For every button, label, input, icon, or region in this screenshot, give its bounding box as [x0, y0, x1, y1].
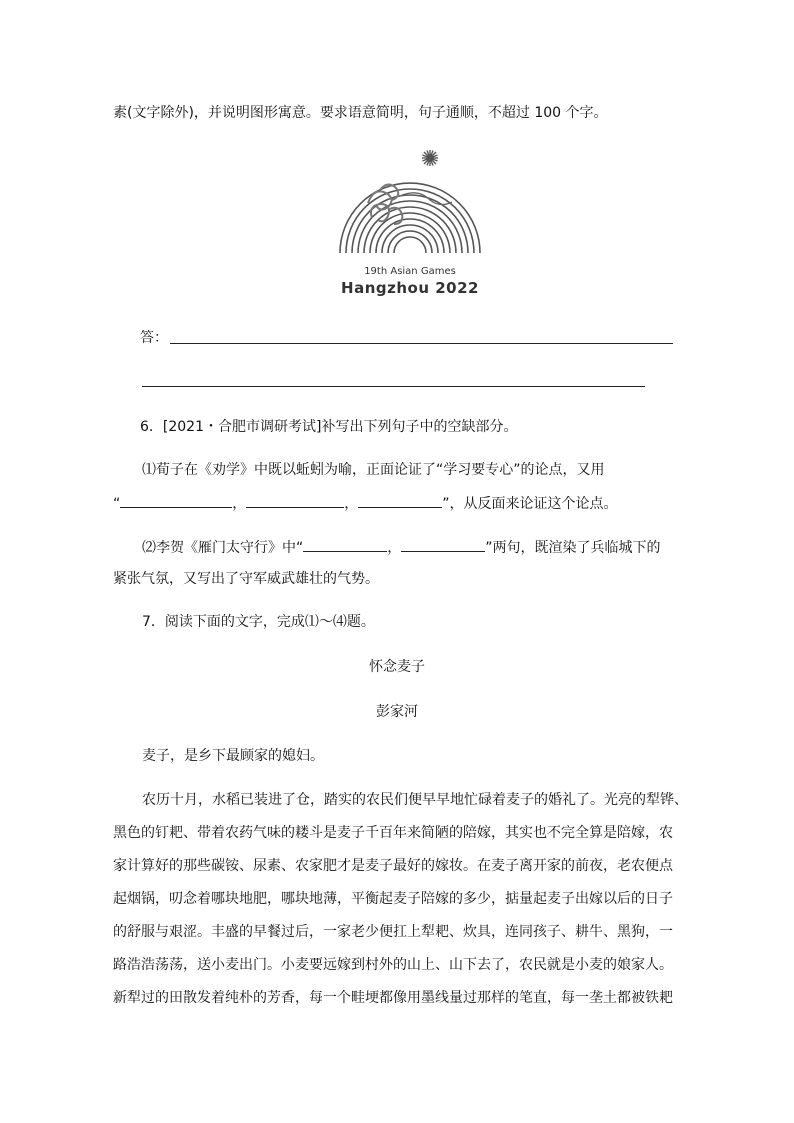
answer-line-1[interactable]: [170, 343, 673, 344]
article-para-2-line: 的舒服与艰涩。丰盛的早餐过后，一家老少便扛上犁耙、炊具，连同孩子、耕牛、黑狗，一: [113, 924, 673, 940]
answer-label: 答：: [140, 330, 168, 346]
fill-blank[interactable]: [246, 493, 344, 508]
article-para-2-line: 路浩浩荡荡，送小麦出门。小麦要远嫁到村外的山上、山下去了，农民就是小麦的娘家人。: [113, 957, 673, 973]
article-para-1: 麦子，是乡下最顾家的媳妇。: [142, 748, 324, 764]
intro-line: 素(文字除外)，并说明图形寓意。要求语意简明，句子通顺，不超过 100 个字。: [113, 105, 608, 121]
article-para-2-line: 新犁过的田散发着纯朴的芳香，每一个畦埂都像用墨线量过那样的笔直，每一垄土都被铁耙: [113, 990, 673, 1006]
q6-title: 6．[2021・合肥市调研考试]补写出下列句子中的空缺部分。: [140, 419, 518, 435]
article-para-2-line: 农历十月，水稻已装进了仓，踏实的农民们便早早地忙碌着麦子的婚礼了。光亮的犁铧、: [142, 792, 688, 808]
q6-part2-line2: 紧张气氛，又写出了守军威武雄壮的气势。: [113, 571, 379, 587]
article-title: 怀念麦子: [369, 659, 425, 675]
fill-blank[interactable]: [358, 493, 442, 508]
logo-title: Hangzhou 2022: [341, 279, 479, 297]
logo-subtitle: 19th Asian Games: [364, 266, 456, 277]
answer-line-2[interactable]: [142, 386, 645, 387]
fill-blank[interactable]: [401, 537, 485, 552]
article-para-2-line: 起烟锅，叨念着哪块地肥，哪块地薄，平衡起麦子陪嫁的多少，掂量起麦子出嫁以后的日子: [113, 891, 673, 907]
article-author: 彭家河: [376, 704, 418, 720]
fill-blank[interactable]: [303, 537, 387, 552]
q6-part2-line1: ⑵李贺《雁门太守行》中“ ， ”两句，既渲染了兵临城下的: [142, 537, 661, 558]
q6-part1-line1: ⑴荀子在《劝学》中既以蚯蚓为喻，正面论证了“学习要专心”的论点，又用: [142, 462, 605, 478]
q7-title: 7．阅读下面的文字，完成⑴～⑷题。: [142, 614, 375, 630]
q6-part1-line2: “ ， ， ”，从反面来论证这个论点。: [113, 493, 618, 514]
article-para-2-line: 家计算好的那些碳铵、尿素、农家肥才是麦子最好的嫁妆。在麦子离开家的前夜，老农便点: [113, 858, 673, 874]
fill-blank[interactable]: [120, 493, 232, 508]
article-para-2-line: 黑色的钉耙、带着农药气味的耧斗是麦子千百年来简陋的陪嫁，其实也不完全算是陪嫁，农: [113, 825, 673, 841]
